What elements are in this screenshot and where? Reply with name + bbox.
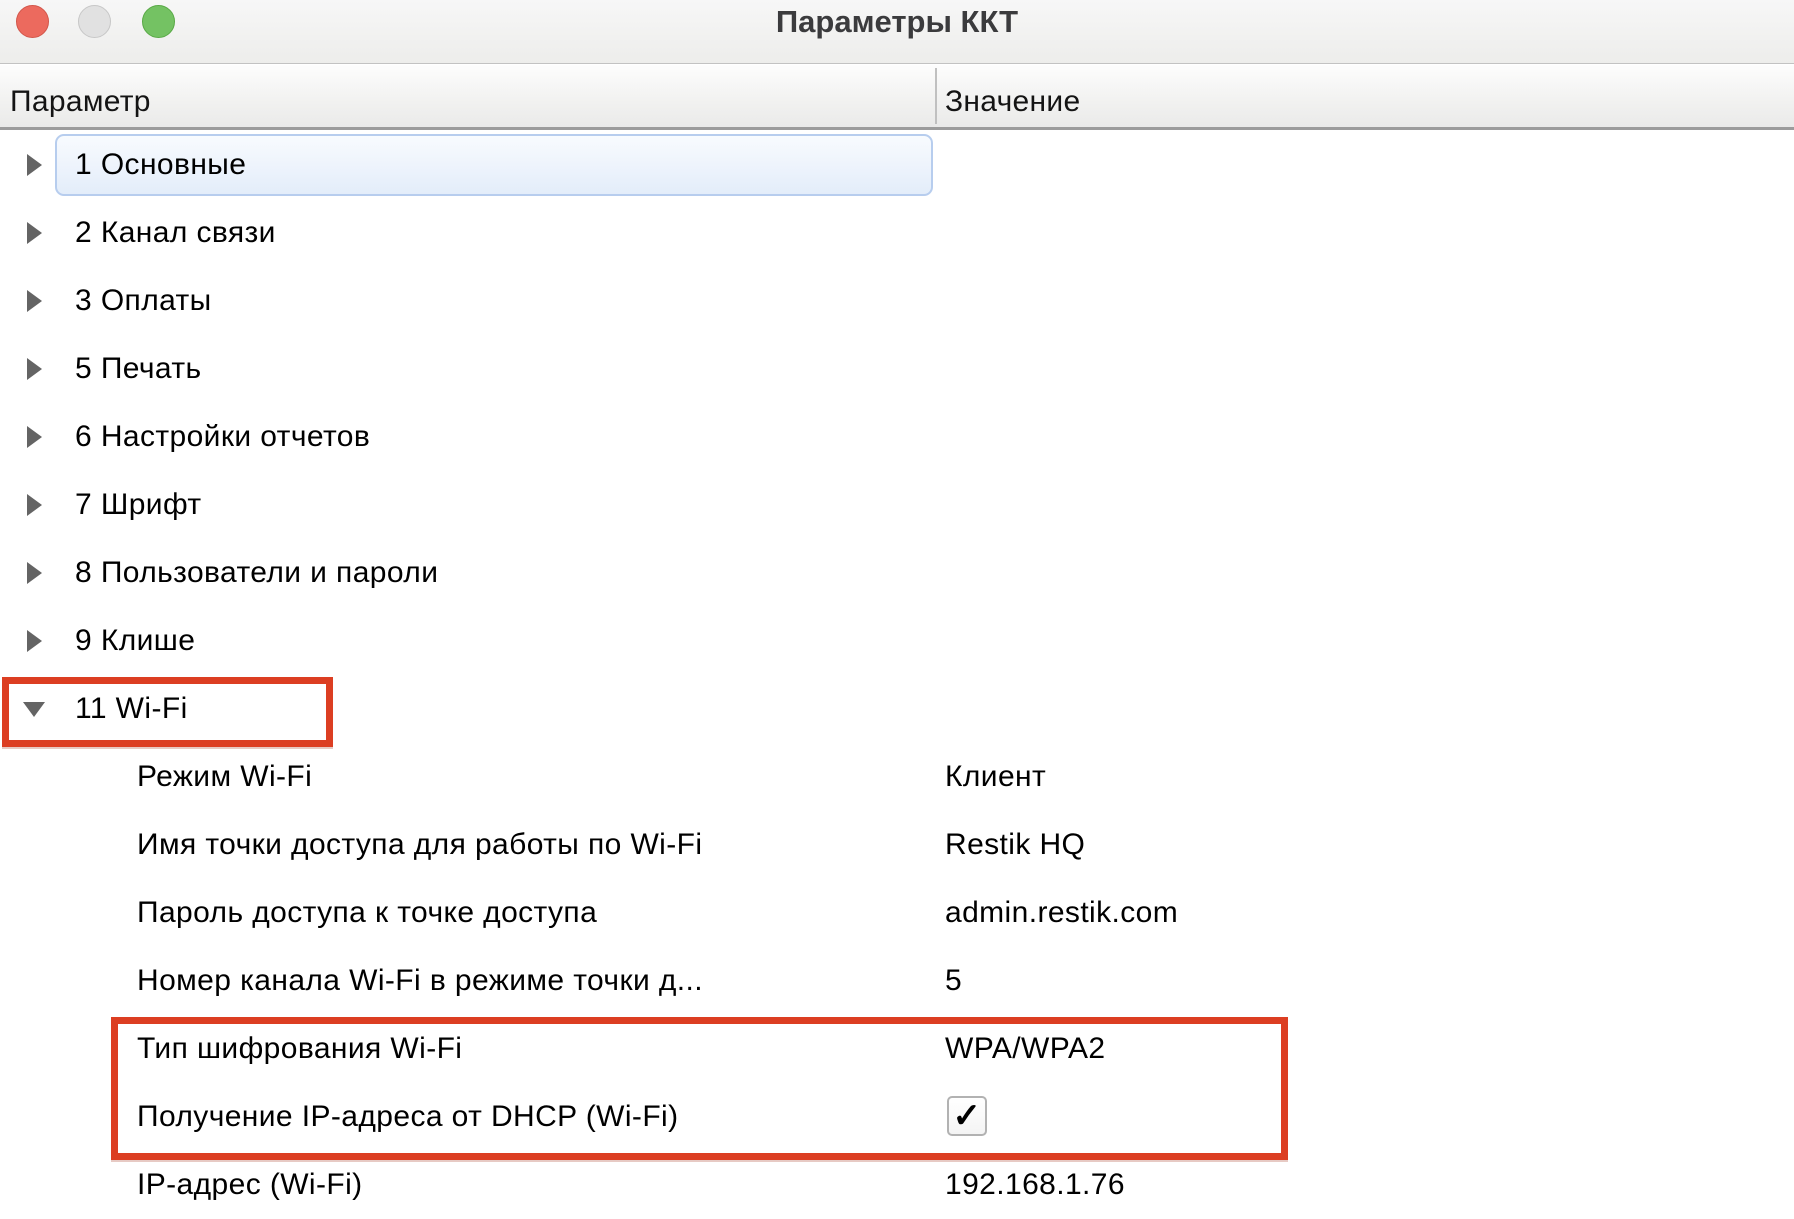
row-label: 6 Настройки отчетов [75, 420, 371, 453]
disclosure-collapsed-icon[interactable] [27, 562, 42, 584]
tree-row-ip-adres[interactable] [0, 1151, 1794, 1219]
tree-row-imya-tochki-dostupa[interactable] [0, 811, 1794, 879]
tree-row-osnovnye[interactable] [0, 131, 1794, 199]
row-label: IP-адрес (Wi-Fi) [137, 1168, 363, 1201]
row-label: 11 Wi-Fi [75, 692, 188, 725]
value-cell[interactable]: Restik HQ [945, 828, 1086, 861]
parameters-tree [0, 131, 1794, 1201]
value-cell[interactable]: 5 [945, 964, 963, 997]
tree-row-klishe[interactable] [0, 607, 1794, 675]
row-label: 2 Канал связи [75, 216, 276, 249]
tree-row-shrift[interactable] [0, 471, 1794, 539]
tree-row-pechat[interactable] [0, 335, 1794, 403]
tree-row-polzovateli-i-paroli[interactable] [0, 539, 1794, 607]
row-label: Пароль доступа к точке доступа [137, 896, 598, 929]
row-label: Тип шифрования Wi-Fi [137, 1032, 463, 1065]
row-label: 1 Основные [75, 148, 247, 181]
window-title: Параметры ККТ [775, 4, 1019, 39]
tree-row-nastroyki-otchetov[interactable] [0, 403, 1794, 471]
row-label: Режим Wi-Fi [137, 760, 313, 793]
disclosure-collapsed-icon[interactable] [27, 222, 42, 244]
tree-row-parol-dostupa[interactable] [0, 879, 1794, 947]
disclosure-expanded-icon[interactable] [23, 702, 45, 717]
row-label: 9 Клише [75, 624, 196, 657]
value-cell[interactable]: WPA/WPA2 [945, 1032, 1106, 1065]
column-divider[interactable] [935, 68, 937, 124]
column-header-value[interactable]: Значение [945, 85, 1081, 118]
window-titlebar [0, 0, 1794, 64]
tree-row-wifi[interactable] [0, 675, 1794, 743]
row-label: Получение IP-адреса от DHCP (Wi-Fi) [137, 1100, 679, 1133]
row-label: 7 Шрифт [75, 488, 202, 521]
value-cell[interactable]: Клиент [945, 760, 1047, 793]
disclosure-collapsed-icon[interactable] [27, 494, 42, 516]
tree-row-tip-shifrovaniya[interactable] [0, 1015, 1794, 1083]
disclosure-collapsed-icon[interactable] [27, 630, 42, 652]
disclosure-collapsed-icon[interactable] [27, 290, 42, 312]
value-cell[interactable]: admin.restik.com [945, 896, 1179, 929]
row-label: Имя точки доступа для работы по Wi-Fi [137, 828, 703, 861]
table-header [0, 65, 1794, 130]
column-header-parameter[interactable]: Параметр [10, 85, 151, 118]
disclosure-collapsed-icon[interactable] [27, 154, 42, 176]
row-label: 5 Печать [75, 352, 202, 385]
disclosure-collapsed-icon[interactable] [27, 358, 42, 380]
tree-row-kanal-svyazi[interactable] [0, 199, 1794, 267]
tree-row-nomer-kanala[interactable] [0, 947, 1794, 1015]
row-label: Номер канала Wi-Fi в режиме точки д... [137, 964, 703, 997]
row-label: 8 Пользователи и пароли [75, 556, 439, 589]
disclosure-collapsed-icon[interactable] [27, 426, 42, 448]
tree-row-rezhim-wifi[interactable] [0, 743, 1794, 811]
value-cell[interactable]: 192.168.1.76 [945, 1168, 1125, 1201]
dhcp-checkbox[interactable]: ✓ [947, 1096, 987, 1136]
tree-row-oplaty[interactable] [0, 267, 1794, 335]
row-label: 3 Оплаты [75, 284, 212, 317]
tree-row-dhcp[interactable] [0, 1083, 1794, 1151]
